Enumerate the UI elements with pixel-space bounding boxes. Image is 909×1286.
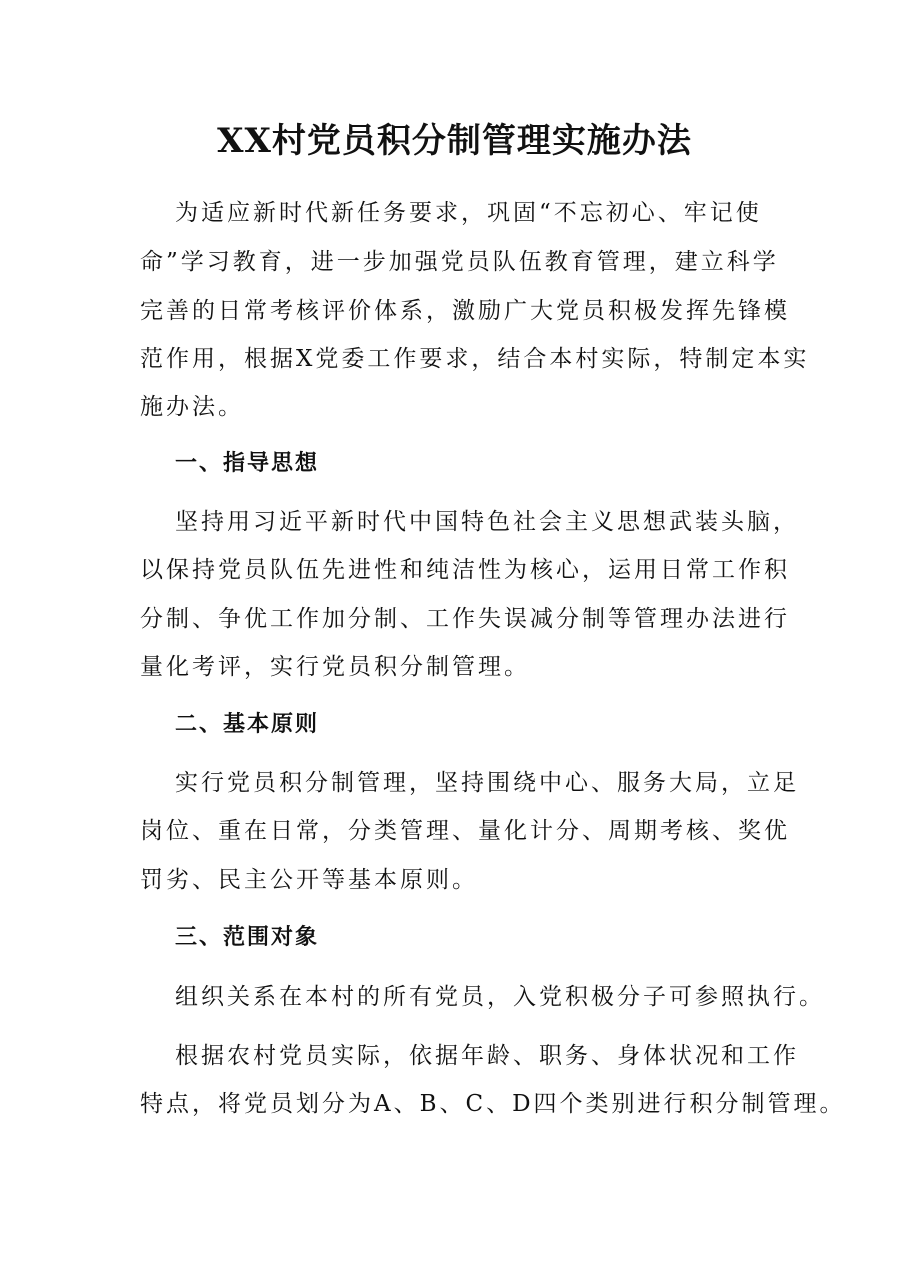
intro-line: 完善的日常考核评价体系，激励广大党员积极发挥先锋模 — [140, 298, 790, 324]
intro-line: 范作用，根据X党委工作要求，结合本村实际，特制定本实 — [140, 346, 810, 372]
section1-line: 分制、争优工作加分制、工作失误减分制等管理办法进行 — [140, 606, 790, 632]
document-title: XX村党员积分制管理实施办法 — [217, 121, 692, 161]
section3-line: 根据农村党员实际，依据年龄、职务、身体状况和工作 — [175, 1043, 799, 1069]
section-heading-scope: 三、范围对象 — [175, 925, 320, 950]
intro-line: 施办法。 — [140, 394, 244, 420]
section-heading-guiding-ideology: 一、指导思想 — [175, 451, 320, 476]
intro-line: 命”学习教育，进一步加强党员队伍教育管理，建立科学 — [140, 249, 779, 275]
section1-line: 量化考评，实行党员积分制管理。 — [140, 654, 530, 680]
section-heading-basic-principles: 二、基本原则 — [175, 712, 320, 737]
section2-line: 实行党员积分制管理，坚持围绕中心、服务大局，立足 — [175, 770, 799, 796]
intro-line: 为适应新时代新任务要求，巩固“不忘初心、牢记使 — [175, 200, 762, 226]
section3-line: 特点，将党员划分为A、B、C、D四个类别进行积分制管理。 — [140, 1091, 846, 1117]
section3-paragraph: 组织关系在本村的所有党员，入党积极分子可参照执行。 — [175, 984, 825, 1010]
section1-line: 坚持用习近平新时代中国特色社会主义思想武装头脑， — [175, 509, 799, 535]
section1-line: 以保持党员队伍先进性和纯洁性为核心，运用日常工作积 — [140, 557, 790, 583]
section2-line: 岗位、重在日常，分类管理、量化计分、周期考核、奖优 — [140, 818, 790, 844]
section2-line: 罚劣、民主公开等基本原则。 — [140, 867, 478, 893]
